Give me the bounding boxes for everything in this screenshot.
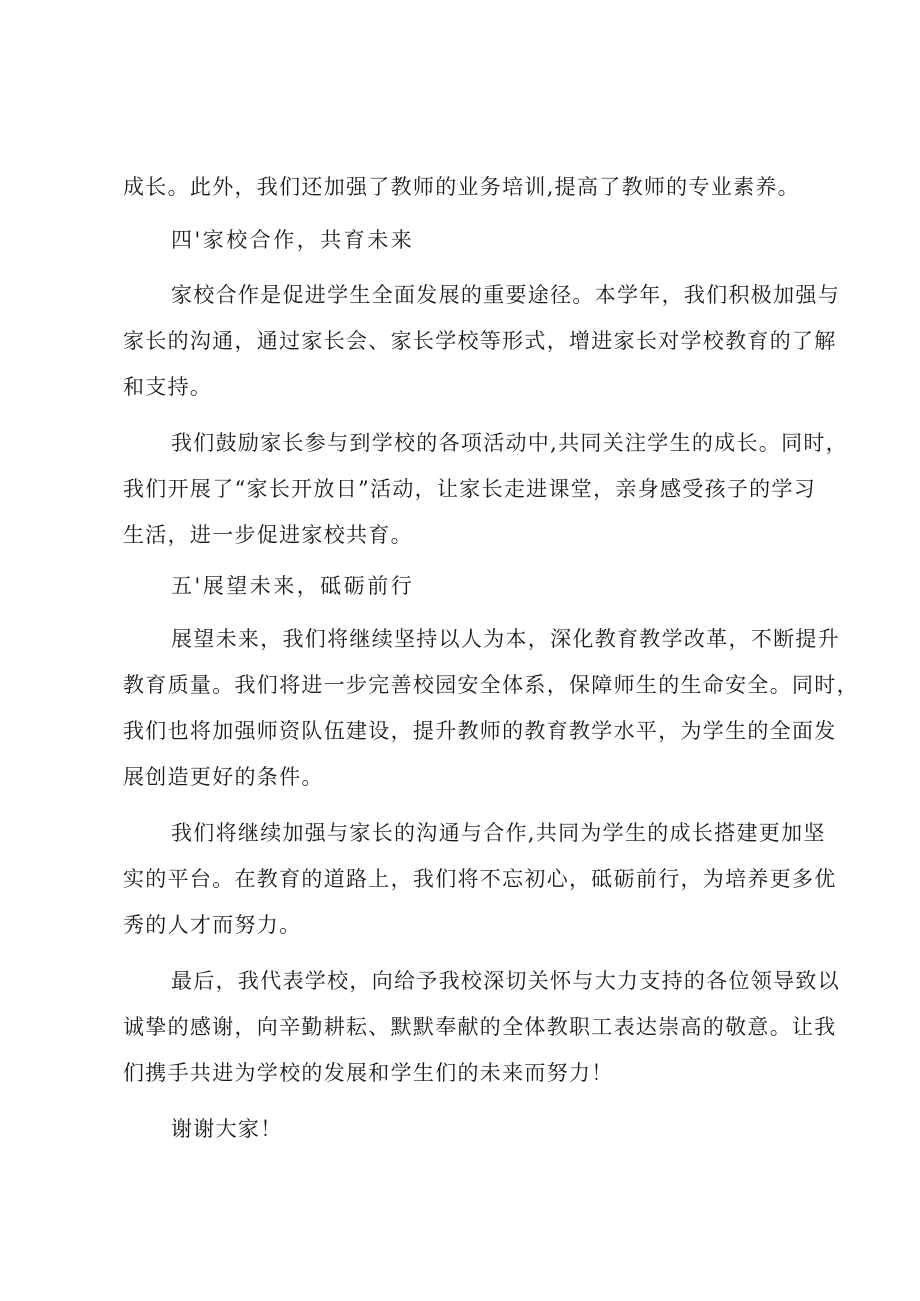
section-heading: 五'展望未来，砥砺前行: [171, 574, 415, 598]
paragraph-line: 教育质量。我们将进一步完善校园安全体系，保障师生的生命安全。同时，: [123, 673, 859, 697]
paragraph-line: 秀的人才而努力。: [123, 913, 302, 937]
paragraph: [123, 272, 840, 410]
paragraph-line: 我们鼓励家长参与到学校的各项活动中,共同关注学生的成长。同时，: [171, 431, 848, 455]
paragraph: [123, 164, 813, 210]
paragraph-line: 展望未来，我们将继续坚持以人为本，深化教育教学改革，不断提升: [171, 627, 840, 651]
document-body: [123, 164, 859, 1162]
paragraph-line: 成长。此外，我们还加强了教师的业务培训,提高了教师的专业素养。: [123, 175, 800, 199]
paragraph-line: 家校合作是促进学生全面发展的重要途径。本学年，我们积极加强与: [171, 283, 840, 307]
paragraph: [123, 420, 848, 558]
paragraph: [123, 810, 837, 948]
paragraph-line: 家长的沟通，通过家长会、家长学校等形式，增进家长对学校教育的了解: [123, 329, 837, 353]
paragraph-line: 我们也将加强师资队伍建设，提升教师的教育教学水平，为学生的全面发: [123, 719, 837, 743]
paragraph-line: 展创造更好的条件。: [123, 765, 324, 789]
paragraph-line: 最后，我代表学校，向给予我校深切关怀与大力支持的各位领导致以: [171, 969, 840, 993]
paragraph-line: 和支持。: [123, 375, 213, 399]
paragraph-line: 们携手共进为学校的发展和学生们的未来而努力！: [123, 1061, 614, 1085]
paragraph: [123, 616, 859, 800]
paragraph-line: 谢谢大家！: [171, 1117, 283, 1141]
paragraph: [123, 1106, 813, 1152]
section-heading: 四'家校合作，共育未来: [171, 228, 415, 252]
paragraph-line: 生活，进一步促进家校共育。: [123, 523, 413, 547]
paragraph-line: 实的平台。在教育的道路上，我们将不忘初心，砥砺前行，为培养更多优: [123, 867, 837, 891]
paragraph: [123, 958, 840, 1096]
paragraph-line: 诚挚的感谢，向辛勤耕耘、默默奉献的全体教职工表达崇高的敬意。让我: [123, 1015, 837, 1039]
paragraph-line: 我们开展了“家长开放日”活动，让家长走进课堂，亲身感受孩子的学习: [123, 477, 817, 501]
paragraph-line: 我们将继续加强与家长的沟通与合作,共同为学生的成长搭建更加坚: [171, 821, 826, 845]
